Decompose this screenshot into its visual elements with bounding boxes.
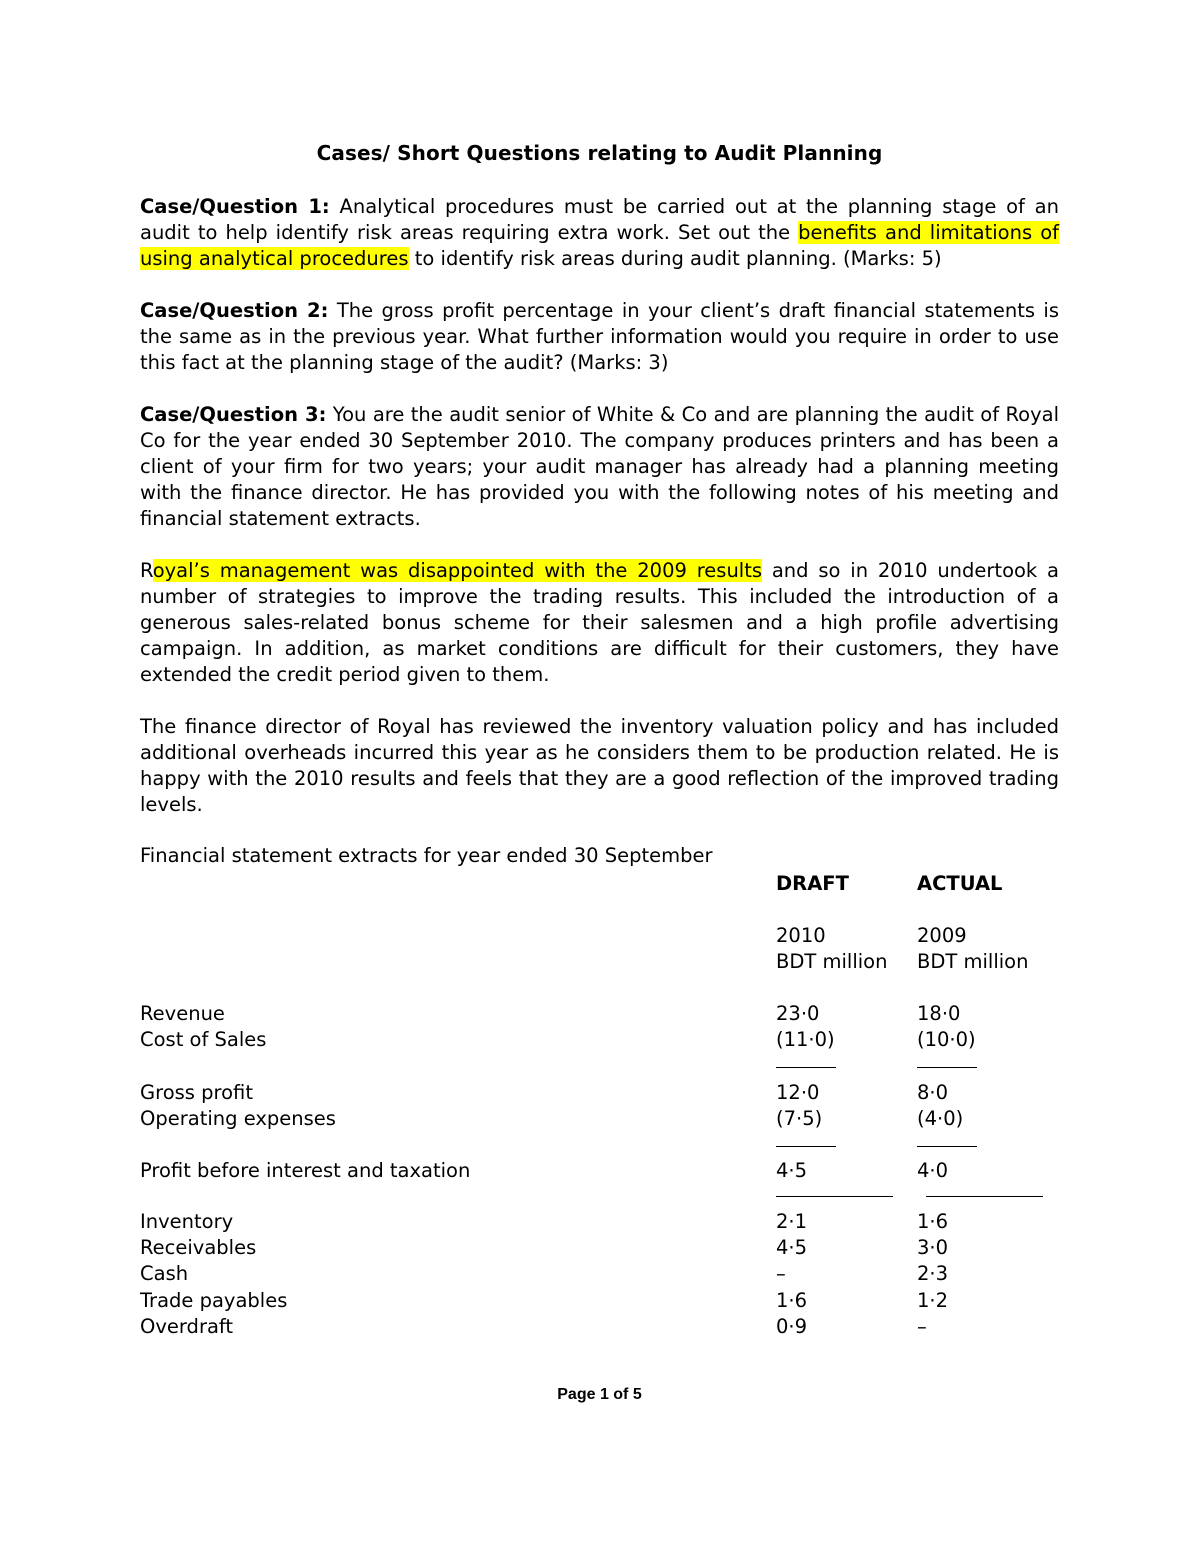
subtotal-rule — [917, 1146, 977, 1147]
paragraph-management-first-letter: R — [140, 559, 153, 582]
question-3-text: You are the audit senior of White & Co and are planning the audit of Royal Co for the year ended 30 September 2010. The company produces printers and has been a client of your firm for two years; your audit manager has already had a planning meeting with the finance director. He has provided you with the following notes of his meeting and financial statement extracts. — [140, 403, 1059, 530]
row-actual: 8·0 — [917, 1081, 949, 1104]
row-label: Gross profit — [140, 1081, 253, 1104]
row-label: Cash — [140, 1262, 189, 1285]
row-draft: 12·0 — [776, 1081, 820, 1104]
row-label: Inventory — [140, 1210, 234, 1233]
extracts-year-row — [140, 923, 1059, 949]
unit-actual: BDT million — [917, 950, 1029, 973]
draft-header: DRAFT — [776, 872, 849, 895]
row-draft: 2·1 — [776, 1210, 808, 1233]
paragraph-management — [140, 558, 1059, 688]
document-page — [140, 0, 1059, 1553]
extracts-unit-row — [140, 949, 1059, 975]
row-draft: (11·0) — [776, 1028, 835, 1051]
row-actual: 1·2 — [917, 1289, 949, 1312]
row-actual: 2·3 — [917, 1262, 949, 1285]
question-2-label: Case/Question 2: — [140, 299, 329, 322]
row-actual: 18·0 — [917, 1002, 961, 1025]
document-title: Cases/ Short Questions relating to Audit Planning — [316, 141, 883, 165]
table-row — [140, 1235, 1059, 1261]
question-1-text-b: to identify risk areas during audit planning. (Marks: 5) — [408, 247, 942, 270]
row-draft: 4·5 — [776, 1236, 808, 1259]
row-draft: 0·9 — [776, 1315, 808, 1338]
row-actual: 1·6 — [917, 1210, 949, 1233]
year-2010: 2010 — [776, 924, 826, 947]
row-draft: (7·5) — [776, 1107, 823, 1130]
question-3 — [140, 402, 1059, 532]
question-1-highlight: benefits and limitations of using analytical procedures — [140, 221, 1059, 270]
unit-draft: BDT million — [776, 950, 888, 973]
row-label: Cost of Sales — [140, 1028, 267, 1051]
subtotal-rule — [776, 1146, 836, 1147]
row-draft: 4·5 — [776, 1159, 808, 1182]
row-actual: (4·0) — [917, 1107, 964, 1130]
year-2009: 2009 — [917, 924, 967, 947]
subtotal-rule — [917, 1067, 977, 1068]
question-2 — [140, 298, 1059, 376]
subtotal-rule — [776, 1067, 836, 1068]
row-label: Operating expenses — [140, 1107, 336, 1130]
actual-header: ACTUAL — [917, 872, 1003, 895]
table-row — [140, 1209, 1059, 1235]
question-2-text: The gross profit percentage in your client’s draft financial statements is the same as in the previous year. What further information would you require in order to use this fact at the planning stage of the audit? (Marks: 3) — [140, 299, 1059, 374]
table-row — [140, 1080, 1059, 1106]
table-row — [140, 1314, 1059, 1340]
total-rule — [926, 1196, 1043, 1197]
question-1-text-a: Analytical procedures must be carried out at the planning stage of an audit to help identify risk areas requiring extra work. Set out the — [140, 195, 1059, 244]
question-3-label: Case/Question 3: — [140, 403, 327, 426]
question-1 — [140, 194, 1059, 272]
row-actual: 3·0 — [917, 1236, 949, 1259]
extracts-title: Financial statement extracts for year ended 30 September — [140, 844, 713, 867]
paragraph-finance-director: The finance director of Royal has reviewed the inventory valuation policy and has included additional overheads incurred this year as he considers them to be production related. He is happy with the 2010 results and feels that they are a good reflection of the improved trading levels. — [140, 715, 1059, 816]
row-actual: – — [917, 1315, 927, 1338]
table-row — [140, 1001, 1059, 1027]
table-row — [140, 1106, 1059, 1132]
row-label: Revenue — [140, 1002, 225, 1025]
row-draft: 23·0 — [776, 1002, 820, 1025]
row-draft: 1·6 — [776, 1289, 808, 1312]
total-rule — [776, 1196, 893, 1197]
row-actual: (10·0) — [917, 1028, 976, 1051]
row-label: Overdraft — [140, 1315, 234, 1338]
extracts-header-row — [140, 871, 1059, 897]
table-row — [140, 1158, 1059, 1184]
paragraph-management-highlight: oyal’s management was disappointed with the 2009 results — [152, 559, 763, 582]
page-number: Page 1 of 5 — [557, 1386, 642, 1403]
table-row — [140, 1261, 1059, 1287]
row-draft: – — [776, 1262, 786, 1285]
table-row — [140, 1288, 1059, 1314]
row-label: Receivables — [140, 1236, 257, 1259]
row-actual: 4·0 — [917, 1159, 949, 1182]
row-label: Profit before interest and taxation — [140, 1159, 471, 1182]
question-1-label: Case/Question 1: — [140, 195, 330, 218]
paragraph-management-text: and so in 2010 undertook a number of strategies to improve the trading results. This included the introduction of a generous sales-related bonus scheme for their salesmen and a high profile advertising campaign. In addition, as market conditions are difficult for their customers, they have extended the credit period given to them. — [140, 559, 1059, 686]
row-label: Trade payables — [140, 1289, 288, 1312]
table-row — [140, 1027, 1059, 1053]
